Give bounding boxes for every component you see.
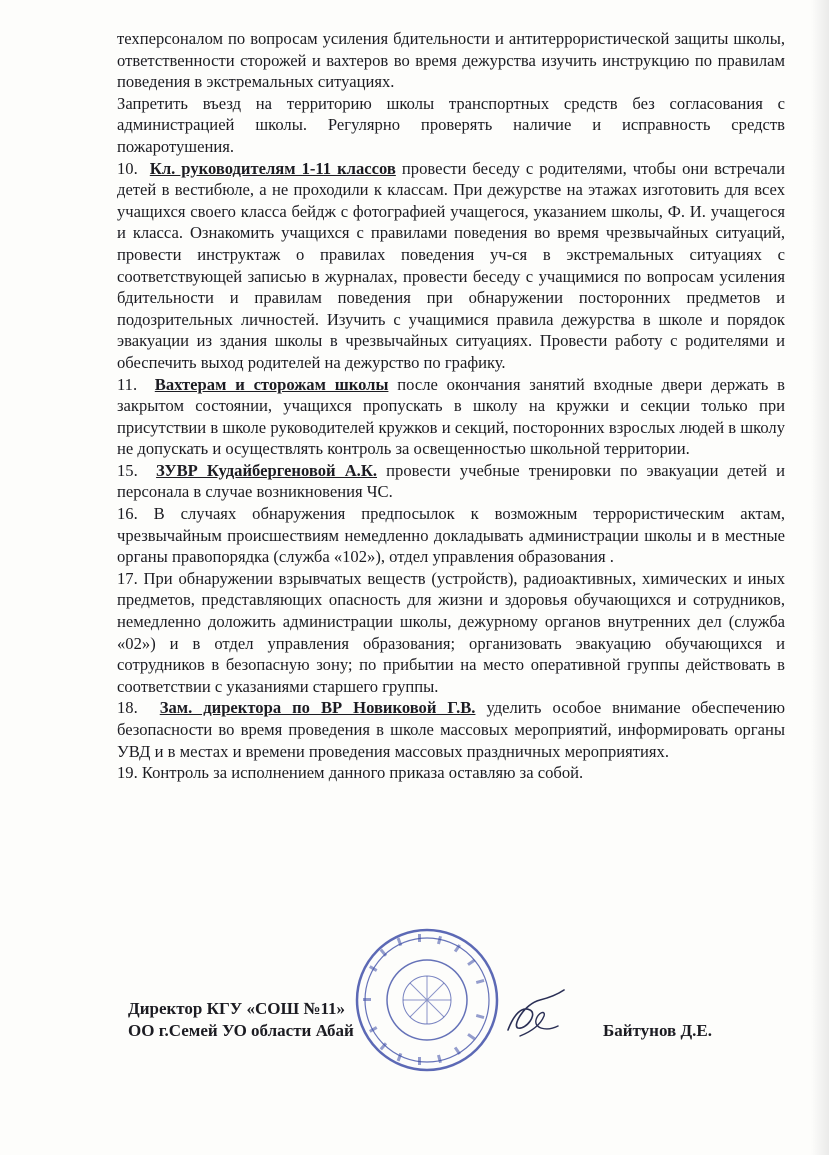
paragraph-text: В случаях обнаружения предпосылок к возможным террористическим актам, чрезвычайным происшествиям немедленно докладывать администрации школы и в местные органы правопорядка (служба «102»), отдел управления образования .: [117, 504, 785, 567]
paragraph-item-15: [117, 460, 785, 503]
paragraph-item-19-closing: 19. Контроль за исполнением данного приказа оставляю за собой.: [117, 763, 584, 783]
signature-block: [128, 998, 738, 1058]
item-number: 18.: [117, 698, 138, 718]
item-addressee: ЗУВР Кудайбергеновой А.К.: [156, 460, 378, 480]
item-addressee: Зам. директора по ВР Новиковой Г.В.: [159, 698, 476, 718]
signature-organization: ОО г.Семей УО области Абай: [128, 1021, 354, 1040]
paragraph-text: При обнаружении взрывчатых веществ (устройств), радиоактивных, химических и иных предметов, представляющих опасность для жизни и здоровья обучающихся и сотрудников, немедленно доложить администрации школы, дежурному органов внутренних дел (служба «02») и в отдел управления образования; организовать эвакуацию обучающихся и сотрудников в безопасную зону; по прибытии на место оперативной группы действовать в соответствии с указаниями старшего группы.: [117, 568, 785, 696]
item-addressee: Кл. руководителям 1-11 классов: [149, 158, 396, 178]
item-number: 15.: [117, 460, 138, 480]
item-number: 11.: [117, 374, 138, 394]
item-addressee: Вахтерам и сторожам школы: [154, 374, 389, 394]
paragraph-text: уделить особое внимание обеспечению безопасности во время проведения в школе массовых мероприятий, информировать органы УВД и в местах и времени проведения массовых праздничных мероприятиях.: [117, 698, 786, 761]
item-number: 17.: [117, 568, 138, 588]
paragraph-text: техперсоналом по вопросам усиления бдительности и антитеррористической защиты школы, ответственности сторожей и вахтеров во время дежурства изучить инструкцию по правилам поведения в экстремальных ситуациях.: [117, 29, 785, 92]
order-text-body: [117, 28, 785, 784]
item-number: 10.: [117, 158, 138, 178]
paragraph-item-10: [117, 158, 785, 374]
signature-name: Байтунов Д.Е.: [603, 1021, 712, 1040]
paragraph-text: после окончания занятий входные двери держать в закрытом состоянии, учащихся пропускать в школу на кружки и секции только при присутствии в школе руководителей кружков и секций, посторонних взрослых людей в школу не допускать и осуществлять контроль за освещенностью школьной территории.: [117, 374, 786, 459]
paragraph-item-11: [117, 374, 785, 460]
item-number: 16.: [117, 504, 138, 524]
paragraph-text: провести беседу с родителями, чтобы они встречали детей в вестибюле, а не проходили к классам. При дежурстве на этажах изготовить для всех учащихся своего класса бейдж с фотографией учащегося, указанием школы, Ф. И. учащегося и класса. Ознакомить учащихся с правилами поведения во время чрезвычайных ситуаций, провести инструктаж о правилах поведения уч-ся в экстремальных ситуациях с соответствующей записью в журналах, провести беседу с учащимися по вопросам усиления бдительности и правилам поведения при обнаружении посторонних предметов и подозрительных личностей. Изучить с учащимися правила дежурства в школе и порядок эвакуации из здания школы в чрезвычайных ситуациях. Провести работу с родителями и обеспечить выход родителей на дежурство по графику.: [117, 158, 785, 372]
paragraph-text: провести учебные тренировки по эвакуации детей и персонала в случае возникновения ЧС.: [117, 460, 786, 502]
page-edge-shadow: [811, 0, 829, 1155]
paragraph-continuation: [117, 28, 785, 93]
paragraph-item-16: [117, 503, 785, 568]
signature-position: Директор КГУ «СОШ №11»: [128, 999, 346, 1018]
paragraph-text: Запретить въезд на территорию школы транспортных средств без согласования с администрацией школы. Регулярно проверять наличие и исправность средств пожаротушения.: [117, 93, 785, 156]
paragraph-item-17: [117, 568, 785, 698]
paragraph-vehicle-entry: [117, 93, 785, 158]
paragraph-item-18: [117, 697, 785, 762]
